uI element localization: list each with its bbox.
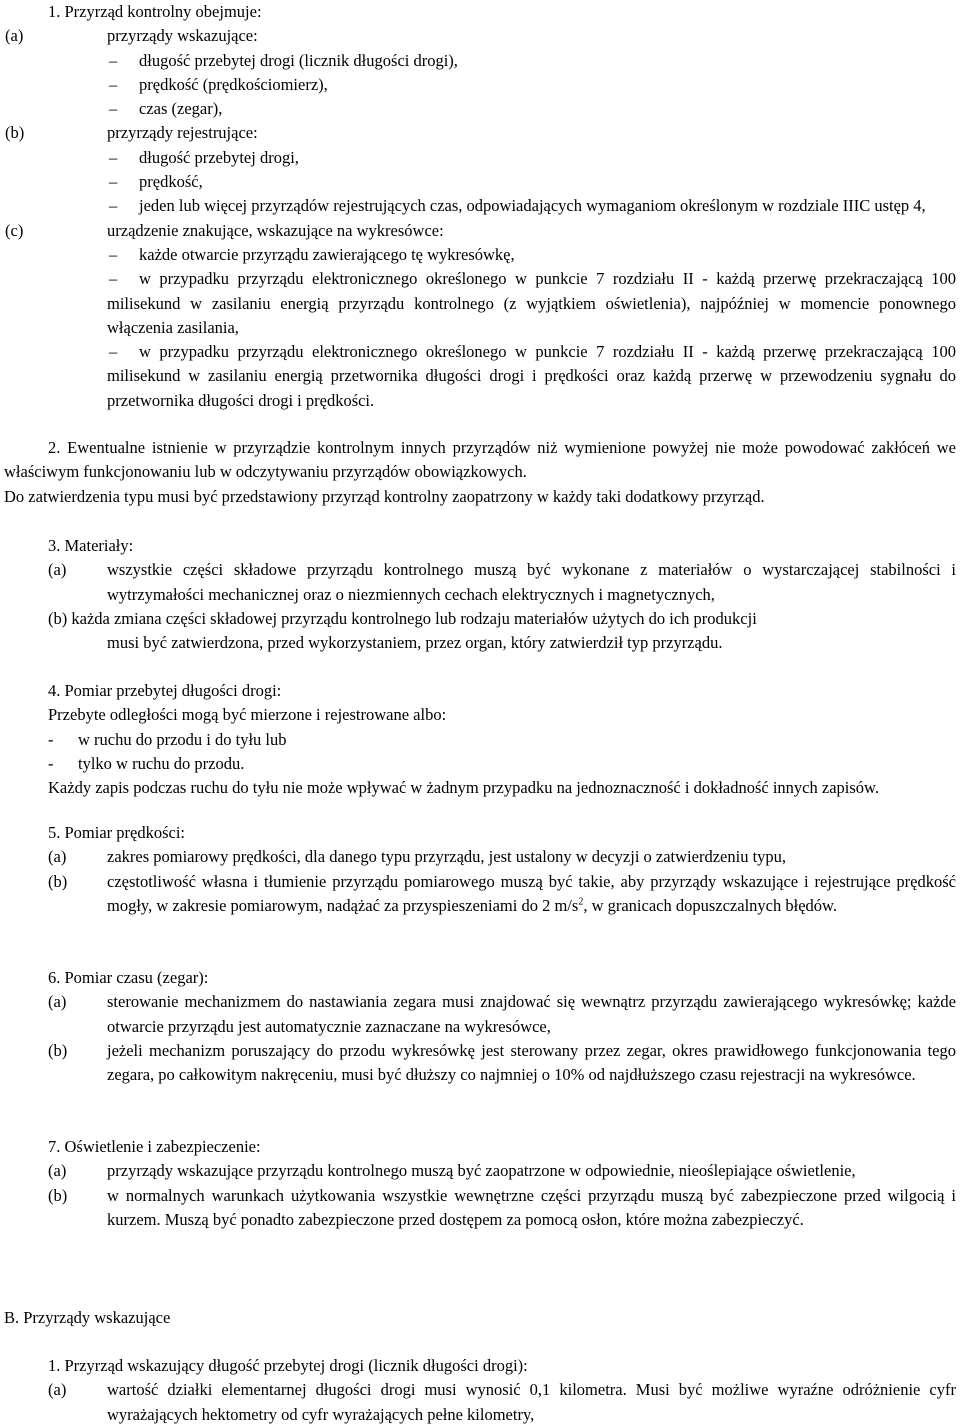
item-b [0, 1184, 960, 1233]
section-4-note: Każdy zapis podczas ruchu do tyłu nie może wpływać w żadnym przypadku na jednoznaczność i dokładność innych zapisów. [48, 778, 879, 798]
section-b-1 [0, 1354, 960, 1427]
dash-item-text: jeden lub więcej przyrządów rejestrujących czas, odpowiadających wymaganiom określonym w rozdziale IIIC ustęp 4, [139, 196, 926, 216]
item-b [0, 870, 960, 919]
dash-item-text: każde otwarcie przyrządu zawierającego tę wykresówkę, [139, 244, 515, 264]
dash-item [0, 97, 960, 121]
dash-mark: – [109, 147, 118, 167]
section-2-paragraph: Do zatwierdzenia typu musi być przedstawiony przyrząd kontrolny zaopatrzony w każdy taki dodatkowy przyrząd. [4, 486, 765, 506]
item-label: (a) [48, 992, 67, 1012]
dash-item [0, 267, 960, 340]
dash-item-text: w przypadku przyrządu elektronicznego określonego w punkcie 7 rozdziału II - każdą przerwę przekraczającą 100 milisekund w zasilaniu energią przetwornika długości drogi i prędkości oraz każdą przerwę w przewodzeniu sygnału do przetwornika długości drogi i prędkości. [107, 342, 956, 410]
section-3-heading: 3. Materiały: [48, 536, 134, 555]
item-label: (b) [48, 1185, 68, 1205]
item-b [0, 121, 960, 145]
item-label: (a) [5, 26, 24, 46]
section-b-heading: B. Przyrządy wskazujące [4, 1308, 171, 1327]
item-b-continuation: musi być zatwierdzona, przed wykorzystaniem, przez organ, który zatwierdził typ przyrządu. [107, 633, 723, 653]
dash-item [0, 340, 960, 413]
dash-item [0, 243, 960, 267]
item-a [0, 990, 960, 1039]
dash-item [0, 170, 960, 194]
section-4 [0, 679, 960, 800]
item-a [0, 1159, 960, 1183]
item-label: (a) [48, 1161, 67, 1181]
list-mark: - [48, 753, 54, 773]
dash-mark: – [109, 196, 118, 216]
section-1-heading: 1. Przyrząd kontrolny obejmuje: [48, 2, 262, 21]
item-label: (c) [5, 220, 24, 240]
dash-mark: – [109, 50, 118, 70]
item-text: zakres pomiarowy prędkości, dla danego typu przyrządu, jest ustalony w decyzji o zatwierdzeniu typu, [107, 847, 787, 867]
section-2-paragraph: 2. Ewentualne istnienie w przyrządzie kontrolnym innych przyrządów niż wymienione powyżej nie może powodować zakłóceń we właściwym funkcjonowaniu lub w odczytywaniu przyrządów obowiązkowych. [4, 438, 956, 482]
section-5-heading: 5. Pomiar prędkości: [48, 823, 186, 842]
section-1 [0, 0, 960, 413]
section-2 [4, 436, 956, 509]
list-mark: - [48, 729, 54, 749]
dash-item [0, 49, 960, 73]
item-a [0, 558, 960, 607]
item-label: (b) [5, 123, 25, 143]
item-text: urządzenie znakujące, wskazujące na wykresówce: [107, 220, 444, 240]
list-item [0, 728, 960, 752]
superscript: 2 [578, 896, 584, 908]
section-4-intro: Przebyte odległości mogą być mierzone i rejestrowane albo: [48, 705, 447, 725]
item-a [0, 1378, 960, 1427]
list-item-text: w ruchu do przodu i do tyłu lub [78, 729, 287, 749]
section-6-heading: 6. Pomiar czasu (zegar): [48, 968, 209, 987]
dash-item-text: prędkość, [139, 172, 203, 192]
item-text: jeżeli mechanizm poruszający do przodu wykresówkę jest sterowany przez zegar, okres prawidłowego funkcjonowania tego zegara, po całkowitym nakręceniu, musi być dłuższy co najmniej o 10% od najdłuższego czasu rejestracji na wykresówce. [107, 1040, 956, 1085]
item-b [0, 1039, 960, 1088]
dash-mark: – [109, 74, 118, 94]
section-7-heading: 7. Oświetlenie i zabezpieczenie: [48, 1137, 261, 1156]
item-text: przyrządy rejestrujące: [107, 123, 258, 143]
item-text: każda zmiana części składowej przyrządu kontrolnego lub rodzaju materiałów użytych do ich produkcji [71, 608, 757, 628]
dash-item-text: w przypadku przyrządu elektronicznego określonego w punkcie 7 rozdziału II - każdą przerwę przekraczającą 100 milisekund w zasilaniu energią przyrządu kontrolnego (z wyjątkiem oświetlenia), najpóźniej w momencie ponownego włączenia zasilania, [107, 269, 956, 337]
section-b [0, 1306, 960, 1330]
dash-item [0, 194, 960, 218]
dash-mark: – [109, 99, 118, 119]
item-label: (a) [48, 560, 67, 580]
item-text: przyrządy wskazujące przyrządu kontrolnego muszą być zaopatrzone w odpowiednie, nieoślepiające oświetlenie, [107, 1161, 856, 1181]
dash-item [0, 73, 960, 97]
list-item-text: tylko w ruchu do przodu. [78, 753, 245, 773]
dash-mark: – [109, 269, 118, 289]
dash-mark: – [109, 342, 118, 362]
item-a [0, 24, 960, 48]
item-text-main: częstotliwość własna i tłumienie przyrządu pomiarowego muszą być takie, aby przyrządy wskazujące i rejestrujące prędkość mogły, w zakresie pomiarowym, nadążać za przyspieszeniami do 2 m/s [107, 871, 956, 915]
dash-item-text: prędkość (prędkościomierz), [139, 74, 328, 94]
item-label: (b) [48, 1040, 68, 1060]
section-b-1-heading: 1. Przyrząd wskazujący długość przebytej drogi (licznik długości drogi): [48, 1356, 528, 1375]
dash-item-text: czas (zegar), [139, 99, 223, 119]
dash-item-text: długość przebytej drogi, [139, 147, 299, 167]
section-7 [0, 1135, 960, 1232]
dash-item-text: długość przebytej drogi (licznik długości drogi), [139, 50, 458, 70]
section-5 [0, 821, 960, 918]
list-item [0, 752, 960, 776]
section-3 [0, 534, 960, 655]
item-text: wszystkie części składowe przyrządu kontrolnego muszą być wykonane z materiałów o wystarczającej stabilności i wytrzymałości mechanicznej oraz o niezmiennych cechach elektrycznych i magnetycznych, [107, 560, 956, 604]
item-text: przyrządy wskazujące: [107, 26, 258, 46]
item-label: (b) [48, 608, 68, 628]
item-text: w normalnych warunkach użytkowania wszystkie wewnętrzne części przyrządu muszą być zabezpieczone przed wilgocią i kurzem. Muszą być ponadto zabezpieczone przed dostępem za pomocą osłon, które można zabezpieczyć. [107, 1185, 956, 1229]
item-label: (a) [48, 1380, 67, 1400]
section-6 [0, 966, 960, 1087]
item-label: (b) [48, 871, 68, 891]
item-c [0, 219, 960, 243]
section-4-heading: 4. Pomiar przebytej długości drogi: [48, 681, 282, 700]
item-text [107, 870, 956, 919]
item-b [0, 607, 960, 631]
item-text: sterowanie mechanizmem do nastawiania zegara musi znajdować się wewnątrz przyrządu zawierającego wykresówkę; każde otwarcie przyrządu jest automatycznie zaznaczane na wykresówce, [107, 992, 956, 1036]
dash-mark: – [109, 244, 118, 264]
dash-item [0, 146, 960, 170]
item-text: wartość działki elementarnej długości drogi musi wynosić 0,1 kilometra. Musi być możliwe wyraźne odróżnienie cyfr wyrażających hektometry od cyfr wyrażających pełne kilometry, [107, 1380, 956, 1424]
item-text-tail: , w granicach dopuszczalnych błędów. [583, 895, 837, 915]
item-label: (a) [48, 847, 67, 867]
dash-mark: – [109, 172, 118, 192]
item-a [0, 845, 960, 869]
